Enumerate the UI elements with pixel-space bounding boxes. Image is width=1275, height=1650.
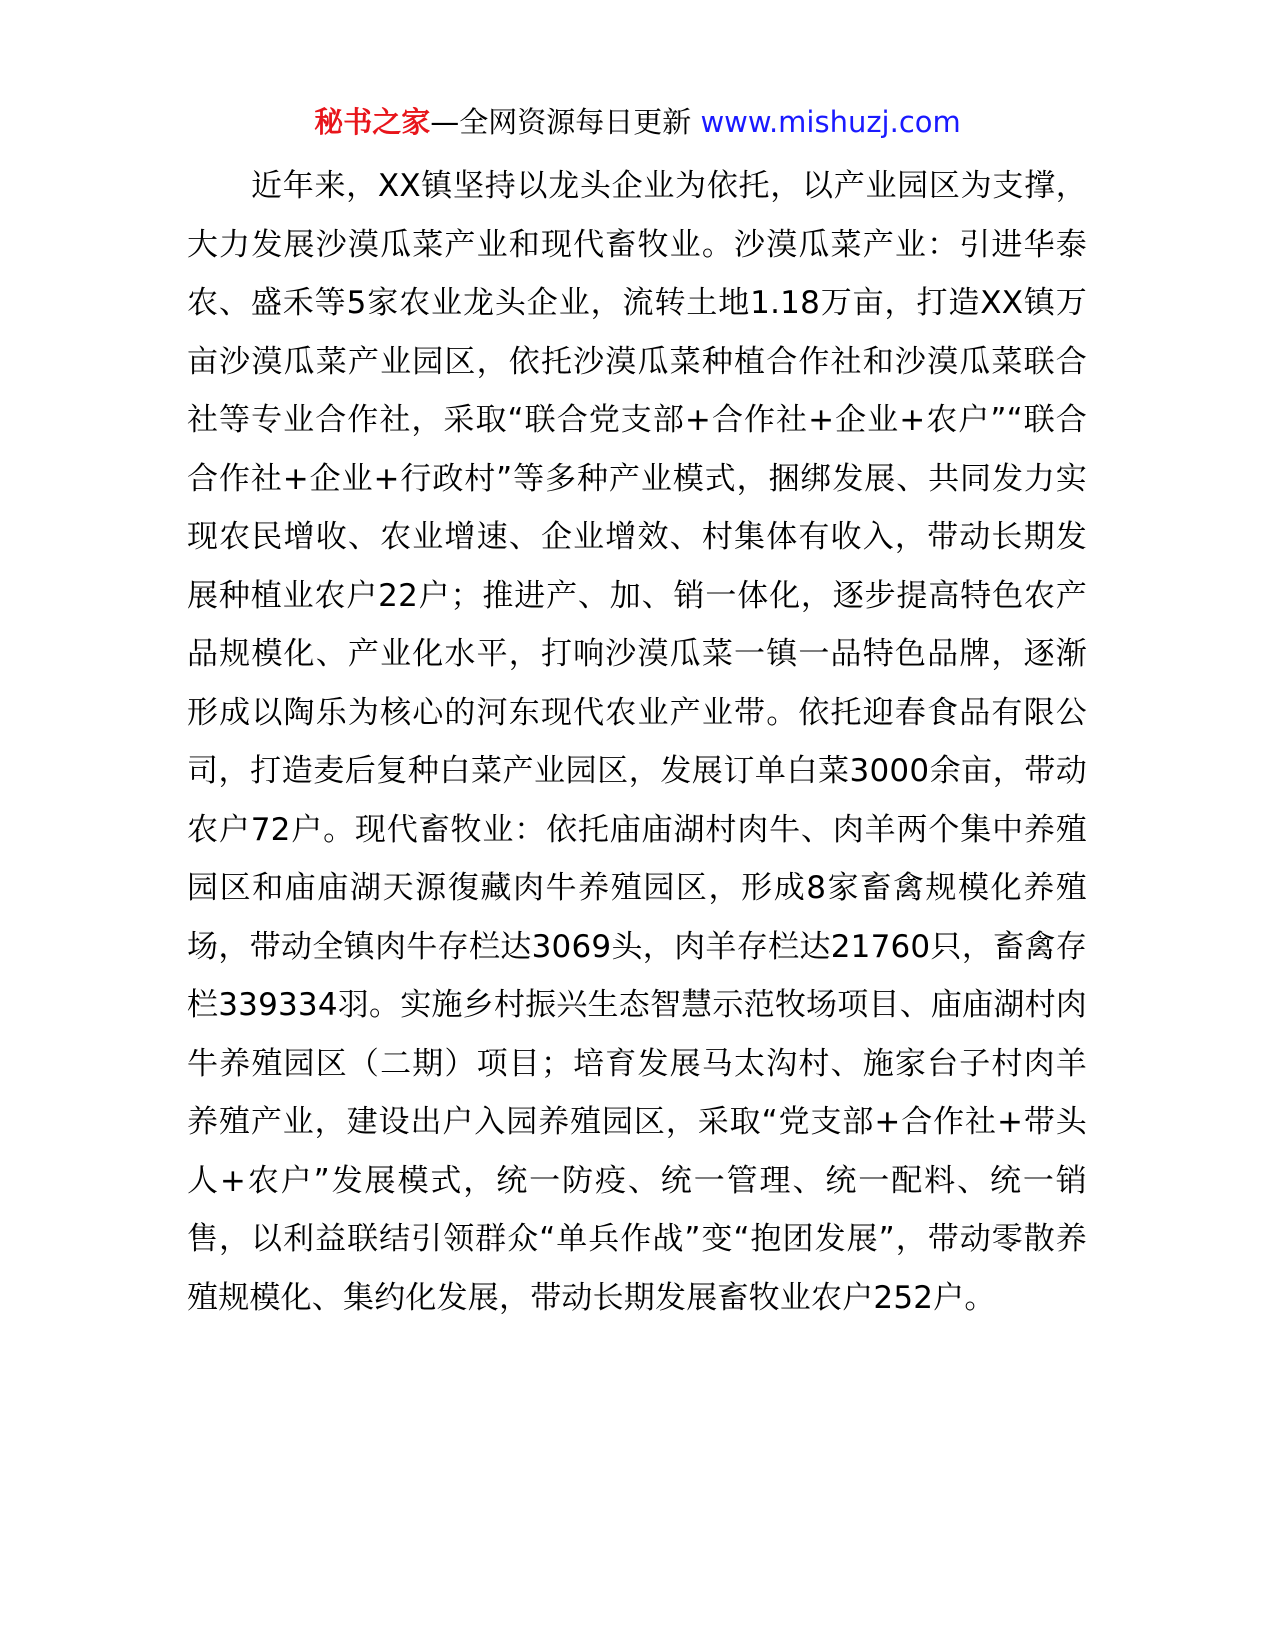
site-url-link[interactable]: www.mishuzj.com: [700, 105, 961, 139]
header-tagline: —全网资源每日更新: [430, 105, 692, 139]
brand-name: 秘书之家: [314, 105, 431, 139]
site-header: [0, 100, 1275, 144]
body-paragraph: 近年来，XX镇坚持以龙头企业为依托，以产业园区为支撑，大力发展沙漠瓜菜产业和现代畜牧业。沙漠瓜菜产业：引进华泰农、盛禾等5家农业龙头企业，流转土地1.18万亩，打造XX镇万亩沙漠瓜菜产业园区，依托沙漠瓜菜种植合作社和沙漠瓜菜联合社等专业合作社，采取“联合党支部+合作社+企业+农户”“联合合作社+企业+行政村”等多种产业模式，捆绑发展、共同发力实现农民增收、农业增速、企业增效、村集体有收入，带动长期发展种植业农户22户；推进产、加、销一体化，逐步提高特色农产品规模化、产业化水平，打响沙漠瓜菜一镇一品特色品牌，逐渐形成以陶乐为核心的河东现代农业产业带。依托迎春食品有限公司，打造麦后复种白菜产业园区，发展订单白菜3000余亩，带动农户72户。现代畜牧业：依托庙庙湖村肉牛、肉羊两个集中养殖园区和庙庙湖天源復藏肉牛养殖园区，形成8家畜禽规模化养殖场，带动全镇肉牛存栏达3069头，肉羊存栏达21760只，畜禽存栏339334羽。实施乡村振兴生态智慧示范牧场项目、庙庙湖村肉牛养殖园区（二期）项目；培育发展马太沟村、施家台子村肉羊养殖产业，建设出户入园养殖园区，采取“党支部+合作社+带头人+农户”发展模式，统一防疫、统一管理、统一配料、统一销售，以利益联结引领群众“单兵作战”变“抱团发展”，带动零散养殖规模化、集约化发展，带动长期发展畜牧业农户252户。: [187, 168, 1087, 1316]
